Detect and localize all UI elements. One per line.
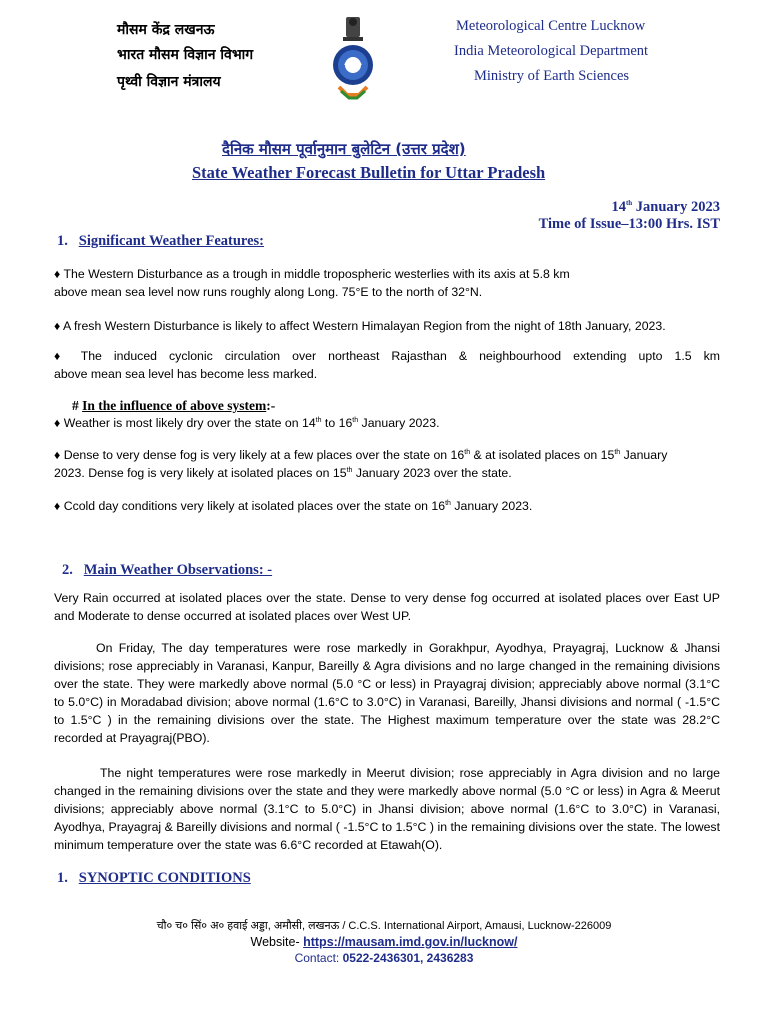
observation-night-temperature-paragraph: The night temperatures were rose markedly in Meerut division; rose appreciably in Agra division and no large changed in the remaining divisions over the state and they were markedly above normal (5.0 °C or less) in Agra & Meerut divisions; appreciably above normal (3.1°C to 5.0°C) in Jhansi division; above normal (1.6°C to 3.0°C) in Varanasi, Ayodhya, Prayagraj & Bareilly divisions and normal ( -1.5°C to 1.5°C ) in the remaining divisions over the state. The lowest minimum temperature over the state was 6.6°C recorded at Etawah(O). (54, 766, 720, 852)
header-ministry-name: Ministry of Earth Sciences (474, 68, 630, 84)
issue-date: 14th January 2023 (611, 199, 720, 215)
footer-website: Website- https://mausam.imd.gov.in/lucknow/ (250, 935, 518, 949)
section-main-observations-heading: 2. Main Weather Observations: - (62, 562, 273, 578)
observation-day-temperature-paragraph: On Friday, The day temperatures were rose markedly in Gorakhpur, Ayodhya, Prayagraj, Lucknow & Jhansi divisions; rose appreciably in Varanasi, Kanpur, Bareilly & Agra divisions and no large changed in the remaining divisions over the state. They were markedly above normal (5.0 °C or less) in Prayagraj division; appreciably above normal (3.1°C to 5.0°C) in Moradabad division; above normal (1.6°C to 3.0°C) in Varanasi, Bareilly, Jhansi divisions and normal ( -1.5°C to 1.5°C ) in the remaining divisions over the state. The Highest maximum temperature over the state was 28.2°C recorded at Prayagraj(PBO). (54, 641, 720, 745)
feature-bullet-wd-trough: ♦ The Western Disturbance as a trough in middle tropospheric westerlies with its axis at 5.8 km above mean sea level now runs roughly along Long. 75°E to the north of 32°N. (54, 267, 570, 299)
bulletin-title-hindi: दैनिक मौसम पूर्वानुमान बुलेटिन (उत्तर प्रदेश) (222, 140, 466, 158)
feature-bullet-cyclonic-circulation: ♦ The induced cyclonic circulation over northeast Rajasthan & neighbourhood extending upto 1.5 km above mean sea level has become less marked. (54, 349, 720, 381)
header-hindi-centre: मौसम केंद्र लखनऊ (117, 22, 215, 38)
header-department-name: India Meteorological Department (454, 43, 649, 59)
issue-time: Time of Issue–13:00 Hrs. IST (538, 216, 720, 232)
influence-heading: # In the influence of above system:- (72, 398, 276, 413)
forecast-bullet-dense-fog: ♦ Dense to very dense fog is very likely at a few places over the state on 16th & at isolated places on 15th January 2023. Dense fog is very likely at isolated places on 15th January 2023 over the state. (54, 448, 668, 480)
forecast-bullet-dry-weather: ♦ Weather is most likely dry over the state on 14th to 16th January 2023. (54, 416, 440, 430)
header-centre-name: Meteorological Centre Lucknow (456, 18, 646, 34)
imd-emblem-logo (331, 15, 375, 103)
emblem-icon (331, 15, 375, 103)
section-synoptic-conditions-heading: 1. SYNOPTIC CONDITIONS (57, 870, 251, 886)
bulletin-title-english: State Weather Forecast Bulletin for Uttar Pradesh (192, 163, 546, 182)
footer-address: चौ० च० सिं० अ० हवाई अड्डा, अमौसी, लखनऊ / C.C.S. International Airport, Amausi, Lucknow-226009 (156, 920, 612, 932)
observation-rain-fog-paragraph: Very Rain occurred at isolated places over the state. Dense to very dense fog occurred at isolated places over East UP and Moderate to dense occurred at isolated places over West UP. (54, 591, 720, 623)
forecast-bullet-cold-day: ♦ Ccold day conditions very likely at isolated places over the state on 16th January 2023. (54, 499, 533, 513)
website-link[interactable]: https://mausam.imd.gov.in/lucknow/ (303, 935, 518, 949)
section-significant-features-heading: 1. Significant Weather Features: (57, 233, 265, 249)
header-hindi-department: भारत मौसम विज्ञान विभाग (117, 47, 254, 63)
header-hindi-ministry: पृथ्वी विज्ञान मंत्रालय (117, 74, 221, 90)
feature-bullet-fresh-wd: ♦ A fresh Western Disturbance is likely to affect Western Himalayan Region from the night of 18th January, 2023. (54, 319, 666, 333)
footer-contact: Contact: 0522-2436301, 2436283 (294, 951, 474, 965)
